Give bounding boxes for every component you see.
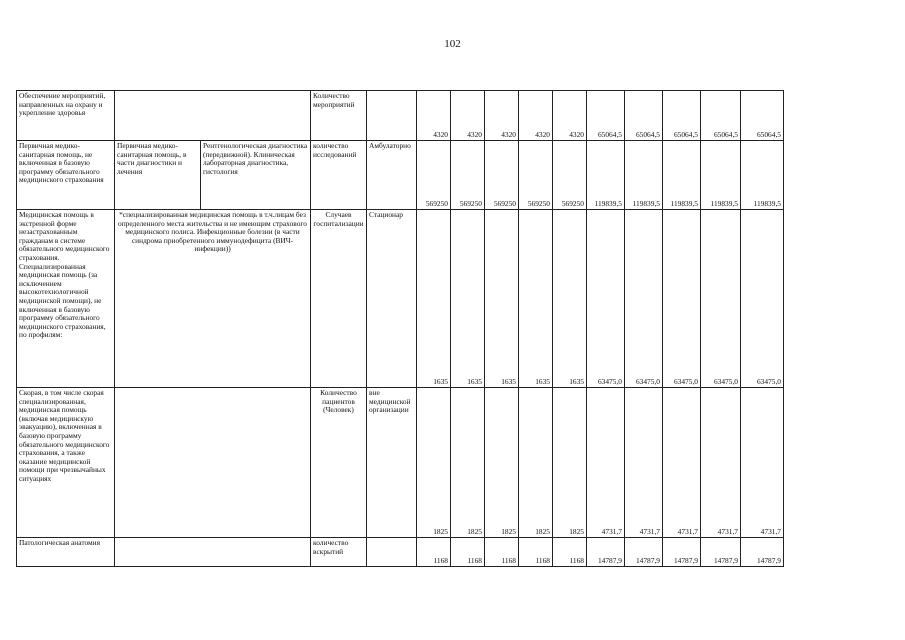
value-cell: 65064,5 [741, 91, 784, 141]
care-condition: Стационар [367, 210, 417, 388]
value-cell: 1635 [553, 210, 587, 388]
unit-of-measure: Случаев госпитализации [311, 210, 367, 388]
value-cell: 4320 [417, 91, 451, 141]
value-cell: 119839,5 [587, 141, 625, 210]
value-cell: 119839,5 [701, 141, 741, 210]
value-cell: 1635 [451, 210, 485, 388]
care-profile: Рентгенологическая диагностика (передвижной). Клиническая лабораторная диагностика, гистология [201, 141, 311, 210]
value-cell: 4731,7 [701, 388, 741, 538]
care-condition: вне медицинской организации [367, 388, 417, 538]
value-cell: 1825 [553, 388, 587, 538]
value-cell: 1168 [485, 538, 519, 567]
service-name: Скорая, в том числе скорая специализированная, медицинская помощь (включая медицинскую эвакуацию), включенная в базовую программу обязательного медицинского страхования, а также оказание медицинской помощи при чрезвычайных ситуациях [17, 388, 115, 538]
service-description [115, 538, 311, 567]
value-cell: 14787,9 [587, 538, 625, 567]
value-cell: 63475,0 [587, 210, 625, 388]
care-condition [367, 91, 417, 141]
care-condition [367, 538, 417, 567]
table-row [17, 91, 784, 141]
value-cell: 63475,0 [663, 210, 701, 388]
value-cell: 65064,5 [587, 91, 625, 141]
value-cell: 14787,9 [741, 538, 784, 567]
service-name: Патологическая анатомия [17, 538, 115, 567]
value-cell: 1168 [417, 538, 451, 567]
value-cell: 14787,9 [663, 538, 701, 567]
value-cell: 569250 [485, 141, 519, 210]
unit-of-measure: Количество мероприятий [311, 91, 367, 141]
value-cell: 4320 [553, 91, 587, 141]
service-description [115, 91, 311, 141]
value-cell: 569250 [451, 141, 485, 210]
value-cell: 1825 [485, 388, 519, 538]
value-cell: 4320 [485, 91, 519, 141]
unit-of-measure: Количество пациентов (Человек) [311, 388, 367, 538]
service-name: Обеспечение мероприятий, направленных на охрану и укрепление здоровья [17, 91, 115, 141]
table-row [17, 388, 784, 538]
value-cell: 63475,0 [741, 210, 784, 388]
table-row [17, 538, 784, 567]
value-cell: 4731,7 [587, 388, 625, 538]
value-cell: 119839,5 [663, 141, 701, 210]
value-cell: 1168 [553, 538, 587, 567]
value-cell: 1168 [451, 538, 485, 567]
table-row [17, 141, 784, 210]
value-cell: 1168 [519, 538, 553, 567]
value-cell: 4320 [519, 91, 553, 141]
value-cell: 63475,0 [701, 210, 741, 388]
unit-of-measure: количество вскрытий [311, 538, 367, 567]
service-description: *специализированная медицинская помощь в т.ч.лицам без определенного места жительства и не имеющим страхового медицинского полиса. Инфекционные болезни (в части синдрома приобретенного иммунодефицита (ВИЧ-инфекции)) [115, 210, 311, 388]
value-cell: 1635 [519, 210, 553, 388]
value-cell: 1635 [485, 210, 519, 388]
value-cell: 569250 [553, 141, 587, 210]
value-cell: 63475,0 [625, 210, 663, 388]
services-table [16, 90, 784, 567]
value-cell: 4731,7 [625, 388, 663, 538]
value-cell: 14787,9 [625, 538, 663, 567]
service-name: Первичная медико-санитарная помощь, не включенная в базовую программу обязательного медицинского страхования [17, 141, 115, 210]
value-cell: 4320 [451, 91, 485, 141]
service-name: Медицинская помощь в экстренной форме незастрахованным гражданам в системе обязательного медицинского страхования. Специализированная медицинская помощь (за исключением высокотехнологичной медицинской помощи), не включенная в базовую программу обязательного медицинского страхования, по профилям: [17, 210, 115, 388]
value-cell: 119839,5 [625, 141, 663, 210]
value-cell: 65064,5 [663, 91, 701, 141]
value-cell: 65064,5 [625, 91, 663, 141]
value-cell: 569250 [417, 141, 451, 210]
care-type: Первичная медико-санитарная помощь, в части диагностики и лечения [115, 141, 201, 210]
page-number: 102 [444, 38, 461, 50]
value-cell: 1825 [519, 388, 553, 538]
value-cell: 14787,9 [701, 538, 741, 567]
table-row [17, 210, 784, 388]
value-cell: 1825 [417, 388, 451, 538]
unit-of-measure: количество исследований [311, 141, 367, 210]
value-cell: 119839,5 [741, 141, 784, 210]
value-cell: 1635 [417, 210, 451, 388]
value-cell: 1825 [451, 388, 485, 538]
value-cell: 569250 [519, 141, 553, 210]
value-cell: 4731,7 [741, 388, 784, 538]
service-description [115, 388, 311, 538]
value-cell: 65064,5 [701, 91, 741, 141]
value-cell: 4731,7 [663, 388, 701, 538]
care-condition: Амбулаторно [367, 141, 417, 210]
